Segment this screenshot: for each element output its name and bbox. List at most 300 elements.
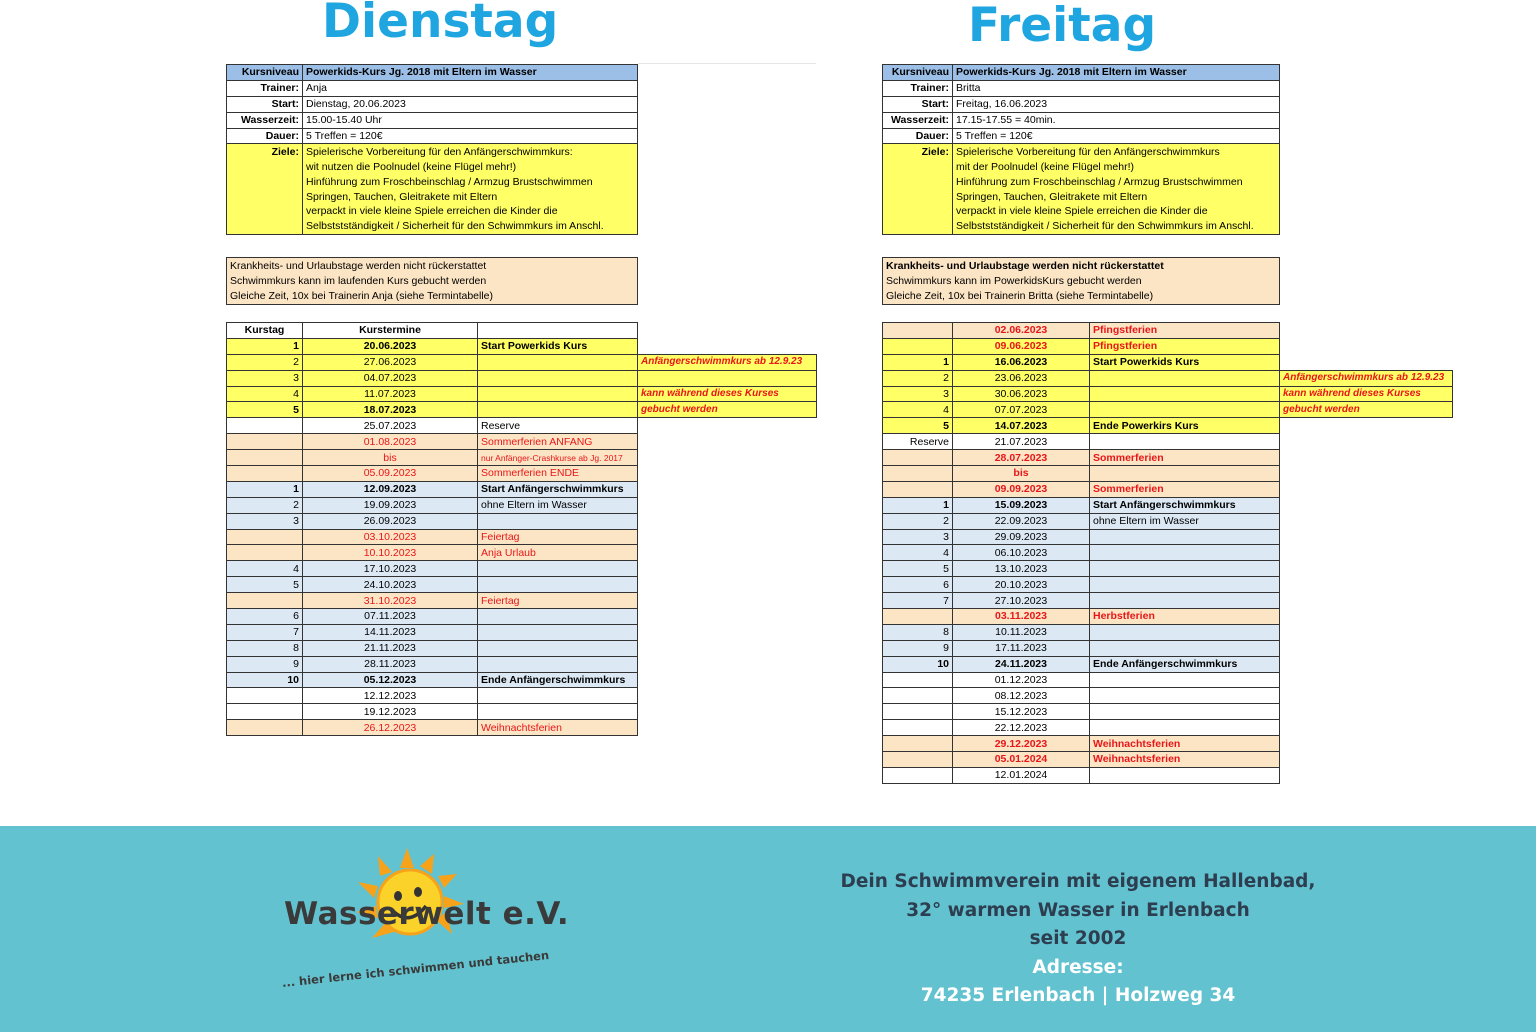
date-cell: 15.12.2023 <box>953 704 1090 720</box>
side-note-empty <box>1280 736 1453 752</box>
schedule-table <box>882 322 1453 784</box>
schedule-row <box>227 481 817 497</box>
info-row <box>227 128 638 144</box>
goal-text: Springen, Tauchen, Gleitrakete mit Eltern <box>953 189 1280 204</box>
kurstag-cell <box>227 545 303 561</box>
info-value: Powerkids-Kurs Jg. 2018 mit Eltern im Wasser <box>953 65 1280 81</box>
side-note-empty <box>638 640 817 656</box>
schedule-row <box>883 418 1453 434</box>
date-cell: 07.07.2023 <box>953 402 1090 418</box>
side-note-empty <box>1280 672 1453 688</box>
event-cell: Sommerferien <box>1090 481 1280 497</box>
side-note-empty <box>638 529 817 545</box>
goal-label <box>227 219 303 234</box>
info-value: Anja <box>303 80 638 96</box>
schedule-row <box>227 640 817 656</box>
info-value: Dienstag, 20.06.2023 <box>303 96 638 112</box>
side-note-empty <box>1280 434 1453 450</box>
goal-label <box>883 204 953 219</box>
kurstag-cell <box>883 323 953 339</box>
side-note-empty <box>1280 545 1453 561</box>
schedule-row <box>883 466 1453 482</box>
schedule-row <box>883 338 1453 354</box>
kurstag-cell: 10 <box>883 656 953 672</box>
kurstag-cell: 4 <box>883 545 953 561</box>
kurstag-cell: 5 <box>883 561 953 577</box>
kurstag-cell <box>227 450 303 466</box>
date-cell: 01.12.2023 <box>953 672 1090 688</box>
info-row <box>883 65 1280 81</box>
schedule-row <box>883 513 1453 529</box>
date-cell: 11.07.2023 <box>303 386 478 402</box>
event-cell: Sommerferien <box>1090 450 1280 466</box>
event-cell <box>1090 767 1280 783</box>
date-cell: 19.12.2023 <box>303 704 478 720</box>
date-cell: 10.10.2023 <box>303 545 478 561</box>
kurstag-cell: 1 <box>883 354 953 370</box>
goal-text: mit der Poolnudel (keine Flügel mehr!) <box>953 159 1280 174</box>
kurstag-cell: 4 <box>227 386 303 402</box>
goal-label <box>883 159 953 174</box>
goal-row <box>883 189 1280 204</box>
schedule-row <box>883 736 1453 752</box>
side-note-empty <box>638 481 817 497</box>
date-cell: 22.12.2023 <box>953 720 1090 736</box>
schedule-row <box>227 529 817 545</box>
date-cell: 08.12.2023 <box>953 688 1090 704</box>
event-cell <box>1090 593 1280 609</box>
side-note-empty <box>638 338 817 354</box>
goal-text: Hinführung zum Froschbeinschlag / Armzug Brustschwimmen <box>303 174 638 189</box>
side-note-empty <box>1280 418 1453 434</box>
event-cell <box>1090 688 1280 704</box>
goal-text: Selbststständigkeit / Sicherheit für den Schwimmkurs im Anschl. <box>303 219 638 234</box>
side-note-empty <box>1280 323 1453 339</box>
schedule-row <box>883 720 1453 736</box>
signup-note: gebucht werden <box>638 402 817 418</box>
event-cell: Ende Anfängerschwimmkurs <box>1090 656 1280 672</box>
schedule-row <box>227 577 817 593</box>
kurstag-cell <box>883 672 953 688</box>
date-cell: 17.10.2023 <box>303 561 478 577</box>
kurstag-cell <box>883 609 953 625</box>
schedule-row <box>227 609 817 625</box>
kurstag-cell: 2 <box>883 370 953 386</box>
date-cell: 05.01.2024 <box>953 752 1090 768</box>
signup-note: Anfängerschwimmkurs ab 12.9.23 <box>638 354 817 370</box>
event-cell: Anja Urlaub <box>478 545 638 561</box>
schedule-row <box>883 354 1453 370</box>
schedule-row <box>883 434 1453 450</box>
kurstag-cell: 2 <box>883 513 953 529</box>
info-label: Trainer: <box>227 80 303 96</box>
goal-row <box>227 204 638 219</box>
goal-text: wit nutzen die Poolnudel (keine Flügel mehr!) <box>303 159 638 174</box>
event-cell: Pfingstferien <box>1090 338 1280 354</box>
side-note-empty <box>1280 354 1453 370</box>
schedule-row <box>883 672 1453 688</box>
goal-text: verpackt in viele kleine Spiele erreichen die Kinder die <box>953 204 1280 219</box>
event-cell: Start Powerkids Kurs <box>1090 354 1280 370</box>
schedule-row <box>883 767 1453 783</box>
schedule-row <box>883 593 1453 609</box>
goal-row <box>227 144 638 159</box>
side-note-empty <box>638 656 817 672</box>
kurstag-cell: 7 <box>227 624 303 640</box>
side-note-empty <box>1280 497 1453 513</box>
kurstag-cell <box>227 720 303 736</box>
schedule-row <box>883 481 1453 497</box>
kurstag-cell: 4 <box>883 402 953 418</box>
info-label: Start: <box>227 96 303 112</box>
side-note-empty <box>638 466 817 482</box>
kurstag-cell <box>883 752 953 768</box>
event-cell: Sommerferien ANFANG <box>478 434 638 450</box>
date-cell: 20.06.2023 <box>303 338 478 354</box>
event-cell <box>478 513 638 529</box>
note-row <box>227 258 638 274</box>
side-note-empty <box>638 672 817 688</box>
event-cell <box>478 624 638 640</box>
kurstag-cell <box>227 529 303 545</box>
date-cell: bis <box>953 466 1090 482</box>
schedule-row <box>883 370 1453 386</box>
kurstag-cell <box>883 466 953 482</box>
schedule-row <box>227 593 817 609</box>
date-cell: 21.11.2023 <box>303 640 478 656</box>
event-cell: Reserve <box>478 418 638 434</box>
date-cell: 14.11.2023 <box>303 624 478 640</box>
schedule-row <box>227 370 817 386</box>
goal-row <box>883 204 1280 219</box>
event-cell <box>1090 466 1280 482</box>
event-cell <box>478 370 638 386</box>
event-cell <box>478 656 638 672</box>
schedule-row <box>227 497 817 513</box>
schedule-row <box>227 402 817 418</box>
note-text: Schwimmkurs kann im PowerkidsKurs gebucht werden <box>883 273 1280 288</box>
signup-note: kann während dieses Kurses <box>1280 386 1453 402</box>
schedule-row <box>227 386 817 402</box>
side-note-empty <box>1280 609 1453 625</box>
notes-table <box>882 257 1280 305</box>
side-note-empty <box>638 370 817 386</box>
kurstag-cell: 9 <box>883 640 953 656</box>
goal-label <box>227 159 303 174</box>
date-cell: 04.07.2023 <box>303 370 478 386</box>
note-row <box>883 289 1280 305</box>
kurstag-cell: 9 <box>227 656 303 672</box>
date-cell: 25.07.2023 <box>303 418 478 434</box>
date-cell: 16.06.2023 <box>953 354 1090 370</box>
date-cell: 27.06.2023 <box>303 354 478 370</box>
info-row <box>227 80 638 96</box>
kurstag-cell <box>883 481 953 497</box>
kurstag-cell <box>883 450 953 466</box>
date-cell: 09.09.2023 <box>953 481 1090 497</box>
schedule-row <box>883 450 1453 466</box>
kurstag-cell <box>227 593 303 609</box>
event-cell: Herbstferien <box>1090 609 1280 625</box>
goal-label <box>227 189 303 204</box>
date-cell: 28.11.2023 <box>303 656 478 672</box>
side-note-empty <box>638 688 817 704</box>
note-row <box>227 273 638 288</box>
event-cell: Start Anfängerschwimmkurs <box>1090 497 1280 513</box>
event-cell <box>478 609 638 625</box>
footer-line: 74235 Erlenbach | Holzweg 34 <box>920 985 1236 1006</box>
info-row <box>883 112 1280 128</box>
schedule-row <box>883 386 1453 402</box>
side-note-empty <box>638 593 817 609</box>
event-cell <box>1090 624 1280 640</box>
date-cell: 31.10.2023 <box>303 593 478 609</box>
side-note-empty <box>1280 529 1453 545</box>
logo-name: Wasserwelt e.V. <box>284 896 570 932</box>
event-cell <box>478 402 638 418</box>
goal-row <box>883 144 1280 159</box>
kurstag-cell: 1 <box>227 481 303 497</box>
date-cell: 07.11.2023 <box>303 609 478 625</box>
event-cell <box>478 386 638 402</box>
header-note <box>478 323 638 339</box>
schedule-row <box>227 688 817 704</box>
note-text: Schwimmkurs kann im laufenden Kurs gebucht werden <box>227 273 638 288</box>
schedule-row <box>227 338 817 354</box>
note-row <box>883 258 1280 274</box>
signup-note: gebucht werden <box>1280 402 1453 418</box>
kurstag-cell: 2 <box>227 354 303 370</box>
event-cell <box>1090 545 1280 561</box>
info-label: Wasserzeit: <box>883 112 953 128</box>
header-kurstag: Kurstag <box>227 323 303 339</box>
goal-row <box>883 174 1280 189</box>
event-cell <box>1090 370 1280 386</box>
schedule-row <box>883 577 1453 593</box>
kurstag-cell <box>227 704 303 720</box>
event-cell <box>1090 402 1280 418</box>
date-cell: 09.06.2023 <box>953 338 1090 354</box>
schedule-row <box>227 354 817 370</box>
kurstag-cell: 2 <box>227 497 303 513</box>
schedule-row <box>883 609 1453 625</box>
schedule-row <box>883 624 1453 640</box>
kurstag-cell: 5 <box>227 402 303 418</box>
kurstag-cell: 8 <box>227 640 303 656</box>
side-note-empty <box>638 704 817 720</box>
goal-text: verpackt in viele kleine Spiele erreichen die Kinder die <box>303 204 638 219</box>
note-text: Gleiche Zeit, 10x bei Trainerin Britta (siehe Termintabelle) <box>883 289 1280 305</box>
kurstag-cell: 6 <box>227 609 303 625</box>
side-note-empty <box>638 720 817 736</box>
kurstag-cell: 1 <box>227 338 303 354</box>
date-cell: 03.11.2023 <box>953 609 1090 625</box>
info-value: 5 Treffen = 120€ <box>303 128 638 144</box>
kurstag-cell: 3 <box>227 513 303 529</box>
goal-label <box>883 219 953 234</box>
course-info-table <box>882 64 1280 235</box>
side-note-empty <box>638 418 817 434</box>
event-cell <box>1090 529 1280 545</box>
schedule-row <box>883 688 1453 704</box>
side-note-empty <box>1280 767 1453 783</box>
side-note-empty <box>1280 338 1453 354</box>
kurstag-cell <box>883 767 953 783</box>
schedule-row <box>227 704 817 720</box>
goal-row <box>227 159 638 174</box>
date-cell: 19.09.2023 <box>303 497 478 513</box>
kurstag-cell <box>227 466 303 482</box>
side-note-empty <box>638 577 817 593</box>
date-cell: 02.06.2023 <box>953 323 1090 339</box>
date-cell: 05.09.2023 <box>303 466 478 482</box>
schedule-row <box>883 656 1453 672</box>
footer-line: seit 2002 <box>1029 928 1127 949</box>
goal-text: Spielerische Vorbereitung für den Anfängerschwimmkurs: <box>303 144 638 159</box>
date-cell: 18.07.2023 <box>303 402 478 418</box>
goal-label <box>883 189 953 204</box>
note-row <box>883 273 1280 288</box>
event-cell <box>478 688 638 704</box>
event-cell: Feiertag <box>478 593 638 609</box>
event-cell <box>478 704 638 720</box>
goal-label <box>227 174 303 189</box>
event-cell <box>1090 704 1280 720</box>
goal-label <box>883 174 953 189</box>
schedule-row <box>883 497 1453 513</box>
schedule-row <box>227 672 817 688</box>
kurstag-cell: 6 <box>883 577 953 593</box>
kurstag-cell: 7 <box>883 593 953 609</box>
info-label: Kursniveau <box>883 65 953 81</box>
date-cell: 27.10.2023 <box>953 593 1090 609</box>
side-note-empty <box>1280 704 1453 720</box>
kurstag-cell: 5 <box>227 577 303 593</box>
event-cell <box>478 354 638 370</box>
event-cell <box>478 640 638 656</box>
info-value: Powerkids-Kurs Jg. 2018 mit Eltern im Wasser <box>303 65 638 81</box>
info-row <box>883 96 1280 112</box>
date-cell: 22.09.2023 <box>953 513 1090 529</box>
schedule-row <box>883 323 1453 339</box>
event-cell: Pfingstferien <box>1090 323 1280 339</box>
schedule-row <box>883 640 1453 656</box>
event-cell: Feiertag <box>478 529 638 545</box>
date-cell: 30.06.2023 <box>953 386 1090 402</box>
goal-row <box>227 189 638 204</box>
date-cell: 29.09.2023 <box>953 529 1090 545</box>
date-cell: 15.09.2023 <box>953 497 1090 513</box>
side-note-empty <box>638 323 817 339</box>
date-cell: 10.11.2023 <box>953 624 1090 640</box>
side-note-empty <box>638 497 817 513</box>
course-info-table <box>226 64 638 235</box>
event-cell: Ende Powerkirs Kurs <box>1090 418 1280 434</box>
schedule-row <box>227 624 817 640</box>
kurstag-cell: 4 <box>227 561 303 577</box>
event-cell <box>1090 640 1280 656</box>
signup-note: kann während dieses Kurses <box>638 386 817 402</box>
note-row <box>227 289 638 305</box>
note-text: Krankheits- und Urlaubstage werden nicht rückerstattet <box>227 258 638 274</box>
event-cell <box>1090 386 1280 402</box>
kurstag-cell <box>227 688 303 704</box>
side-note-empty <box>1280 513 1453 529</box>
side-note-empty <box>1280 688 1453 704</box>
schedule-row <box>227 418 817 434</box>
footer-line: Adresse: <box>1032 956 1124 978</box>
date-cell: 29.12.2023 <box>953 736 1090 752</box>
goal-row <box>883 159 1280 174</box>
event-cell <box>1090 434 1280 450</box>
side-note-empty <box>1280 466 1453 482</box>
event-cell <box>1090 720 1280 736</box>
date-cell: 12.01.2024 <box>953 767 1090 783</box>
info-row <box>227 112 638 128</box>
date-cell: 12.12.2023 <box>303 688 478 704</box>
event-cell: Weihnachtsferien <box>1090 752 1280 768</box>
divider <box>638 63 816 64</box>
event-cell: Weihnachtsferien <box>478 720 638 736</box>
notes-table <box>226 257 638 305</box>
side-note-empty <box>1280 481 1453 497</box>
goal-text: Spielerische Vorbereitung für den Anfängerschwimmkurs <box>953 144 1280 159</box>
date-cell: 17.11.2023 <box>953 640 1090 656</box>
kurstag-cell <box>227 418 303 434</box>
side-note-empty <box>1280 752 1453 768</box>
event-cell: Ende Anfängerschwimmkurs <box>478 672 638 688</box>
info-row <box>227 96 638 112</box>
info-label: Dauer: <box>883 128 953 144</box>
info-label: Kursniveau <box>227 65 303 81</box>
date-cell: 03.10.2023 <box>303 529 478 545</box>
side-note-empty <box>638 434 817 450</box>
date-cell: 26.12.2023 <box>303 720 478 736</box>
side-note-empty <box>1280 593 1453 609</box>
goal-label: Ziele: <box>883 144 953 159</box>
side-note-empty <box>1280 450 1453 466</box>
event-cell: ohne Eltern im Wasser <box>478 497 638 513</box>
side-note-empty <box>638 545 817 561</box>
kurstag-cell: Reserve <box>883 434 953 450</box>
goal-row <box>227 219 638 234</box>
side-note-empty <box>638 513 817 529</box>
schedule-row <box>883 529 1453 545</box>
date-cell: 24.10.2023 <box>303 577 478 593</box>
date-cell: 05.12.2023 <box>303 672 478 688</box>
date-cell: 24.11.2023 <box>953 656 1090 672</box>
info-row <box>883 128 1280 144</box>
note-text: Krankheits- und Urlaubstage werden nicht rückerstattet <box>883 258 1280 274</box>
info-row <box>883 80 1280 96</box>
schedule-table <box>226 322 817 736</box>
date-cell: 12.09.2023 <box>303 481 478 497</box>
kurstag-cell <box>883 704 953 720</box>
kurstag-cell <box>227 434 303 450</box>
day-title-dienstag: Dienstag <box>322 0 559 49</box>
kurstag-cell: 8 <box>883 624 953 640</box>
date-cell: 21.07.2023 <box>953 434 1090 450</box>
footer-line: Dein Schwimmverein mit eigenem Hallenbad, <box>840 871 1316 892</box>
side-note-empty <box>638 609 817 625</box>
side-note-empty <box>1280 577 1453 593</box>
info-value: 5 Treffen = 120€ <box>953 128 1280 144</box>
kurstag-cell: 1 <box>883 497 953 513</box>
schedule-row <box>883 561 1453 577</box>
info-value: Freitag, 16.06.2023 <box>953 96 1280 112</box>
side-note-empty <box>638 624 817 640</box>
info-value: 15.00-15.40 Uhr <box>303 112 638 128</box>
